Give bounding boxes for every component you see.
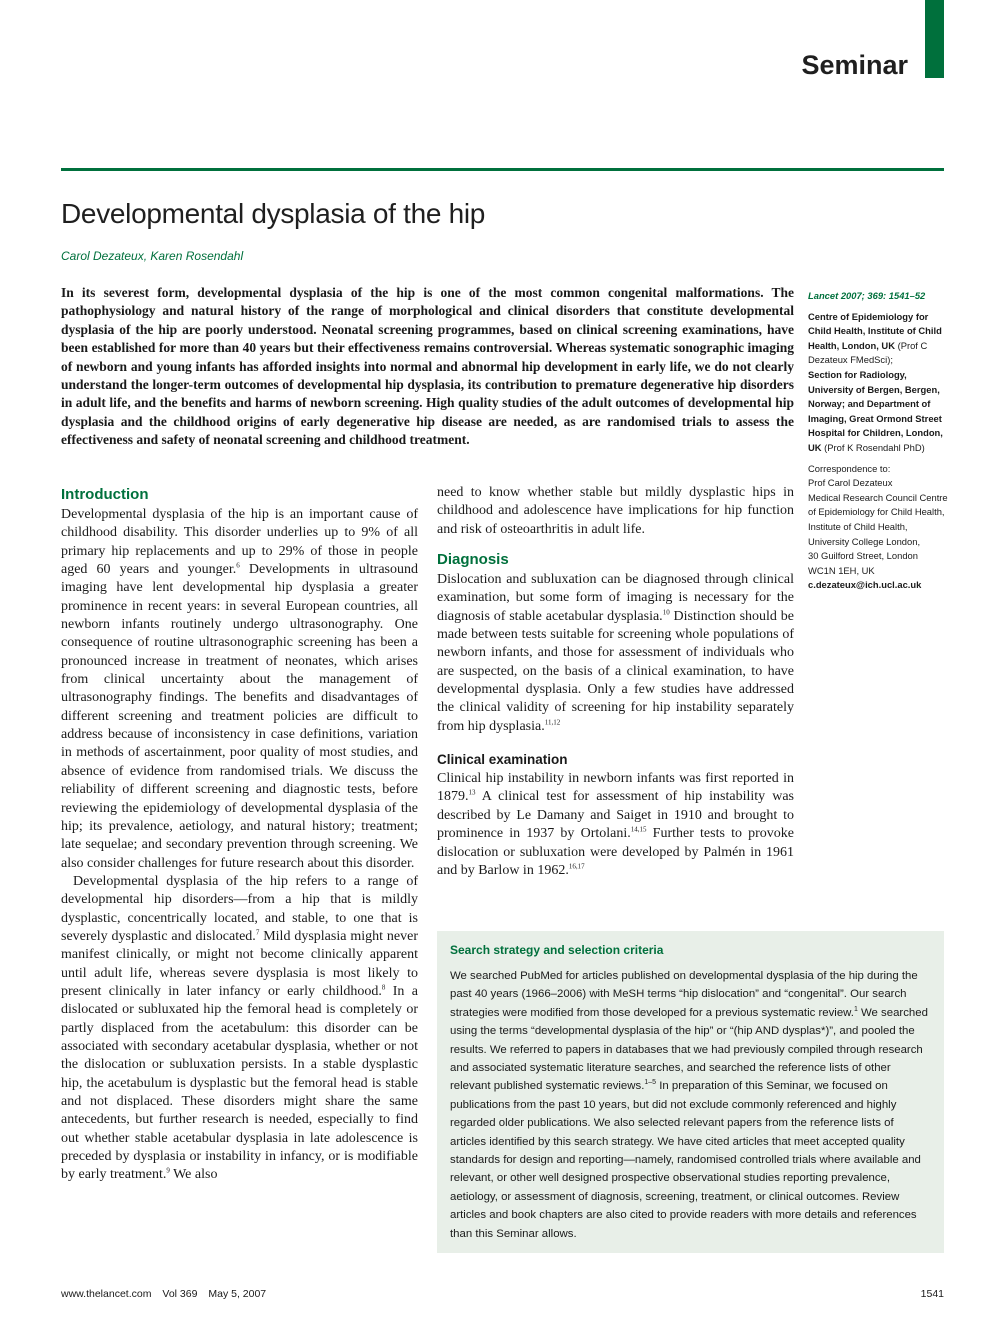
panel-body: We searched PubMed for articles published on developmental dysplasia of the hip during the past 40 years (1966–2006) with MeSH terms “hip dislocation” and “congenital”. Our search strategies were modified from those developed for a previous systematic review.$^1$ We searched using the terms “developmental dysplasia of the hip” or “(hip AND dysplas*)”, and pooled the results. We referred to papers in databases that we had previously compiled through research and associated systematic literature searches, and searched the reference lists of other relevant published systematic reviews.$^{1-5}$ In preparation of this Seminar, we focused on publications from the past 10 years, but did not exclude commonly referenced and highly regarded older publications. We also selected relevant papers from the reference lists of articles identified by this search strategy. We have cited articles that meet accepted quality standards for design and reporting—namely, randomised controlled trials where available and relevant, or other well designed prospective observational studies reporting prevalence, aetiology, or assessment of diagnosis, screening, treatment, or clinical outcomes. Review articles and book chapters are also cited to provide readers with more details and references than this Seminar allows. — [450, 970, 928, 1240]
clinical-examination-heading: Clinical examination — [437, 752, 568, 768]
article-sidebar — [808, 289, 948, 593]
issue-date: May 5, 2007 — [208, 1288, 267, 1300]
search-strategy-panel — [437, 931, 944, 1253]
intro-continuation: need to know whether stable but mildly dysplastic hips in childhood and adolescence have implications for hip function and risk of osteoarthritis in adult life. — [437, 485, 794, 537]
reference-superscript: 8 — [381, 983, 386, 992]
intro-paragraph-1: Developmental dysplasia of the hip is an important cause of childhood disability. This disorder underlies up to 9% of all primary hip replacements and up to 29% of those in people aged 60 years and younger.$^6$ Developments in ultrasound imaging have lent developmental hip dysplasia a greater prominence in recent years: in several European countries, all newborn infants routinely undergo ultrasonography. One consequence of routine ultrasonographic screening has been a pronounced increase in treatment of neonates, which arises from clinical uncertainty about the management of ultrasonography findings. The benefits and disadvantages of different screening and treatment policies are difficult to address because of inconsistency in case definitions, variation in methods of ascertainment, poor quality of most studies, and absence of evidence from randomised trials. We discuss the reliability of different screening and diagnostic tests, before reviewing the epidemiology of developmental dysplasia of the hip; its prevalence, aetiology, and natural history; treatment; late sequelae; and secondary prevention through screening. We also consider challenges for future research about this disorder. — [61, 507, 418, 871]
affiliation-2: Section for Radiology, University of Bergen, Bergen, Norway; and Department of Imaging, Great Ormond Street Hospital for Children, London, UK (Prof K Rosendahl PhD) — [808, 368, 943, 453]
right-column — [437, 484, 794, 880]
correspondence-email[interactable]: c.dezateux@ich.ucl.ac.uk — [808, 579, 922, 591]
reference-superscript: 13 — [468, 788, 476, 797]
correspondence-address-line: WC1N 1EH, UK — [808, 564, 875, 576]
correspondence-address-line: Institute of Child Health, — [808, 520, 908, 532]
introduction-heading: Introduction — [61, 486, 149, 503]
correspondence-address-line: 30 Guilford Street, London — [808, 550, 918, 562]
correspondence-label: Correspondence to: — [808, 462, 891, 474]
reference-superscript: 11,12 — [544, 718, 561, 727]
correspondence-address-line: Medical Research Council Centre of Epidemiology for Child Health, — [808, 491, 948, 518]
article-authors: Carol Dezateux, Karen Rosendahl — [61, 249, 244, 263]
reference-superscript: 14,15 — [630, 825, 647, 834]
section-accent-bar — [925, 0, 944, 78]
reference-superscript: 1 — [853, 1006, 858, 1014]
reference-superscript: 7 — [255, 928, 260, 937]
correspondence-address-line: University College London, — [808, 535, 921, 547]
reference-superscript: 1–5 — [644, 1079, 657, 1087]
panel-title: Search strategy and selection criteria — [450, 943, 664, 957]
reference-superscript: 6 — [236, 561, 240, 570]
reference-superscript: 9 — [166, 1166, 170, 1175]
page-footer — [61, 1288, 944, 1300]
intro-paragraph-2: Developmental dysplasia of the hip refers to a range of developmental hip disorders—from a hip that is mildly dysplastic, concentrically located, and stable, to one that is severely dysplastic and dislocated.$^7$ Mild dysplasia might never manifest clinically, or might not become clinically apparent until adult life, whereas severe dysplasia is most likely to present clinically in later infancy or early childhood.$^8$ In a dislocated or subluxated hip the femoral head is completely or partly displaced from the acetabulum: this disorder can be associated with secondary acetabular dysplasia, whether or not the dislocation or subluxation persists. In a stable dysplastic hip, the acetabulum is dysplastic but the femoral head is stable and not displaced. These disorders might share the same antecedents, but further research is needed, especially to find out whether stable acetabular dysplasia in late adolescence is preceded by dysplasia or instability in infancy, or is modifiable by early treatment.$^9$ We also — [61, 873, 419, 1183]
diagnosis-paragraph-2: Clinical hip instability in newborn infants was first reported in 1879.13 A clinical test for assessment of hip instability was described by Le Damany and Saiget in 1910 and brought to prominence in 1937 by Ortolani.$^{14,15}$ Further tests to provoke dislocation or subluxation were developed by Palmén in 1961 and by Barlow in 1962.$^{16,17}$ — [437, 771, 794, 878]
page-number: 1541 — [920, 1288, 944, 1300]
article-abstract: In its severest form, developmental dysplasia of the hip is one of the most common congenital malformations. The pathophysiology and natural history of the range of morphological and clinical disorders that constitute developmental dysplasia of the hip are poorly understood. Neonatal screening programmes, based on clinical screening examinations, have been established for more than 40 years but their effectiveness remains controversial. Whereas systematic sonographic imaging of newborn and young infants has afforded insights into normal and abnormal hip development in early life, we do not clearly understand the longer-term outcomes of developmental hip dysplasia, its contribution to premature degenerative hip disorders in adult life, and the benefits and harms of newborn screening. High quality studies of the adult outcomes of developmental hip dysplasia and the childhood origins of early degenerative hip disease are needed, as are randomised trials to assess the effectiveness and safety of neonatal screening and childhood treatment. — [61, 285, 794, 448]
journal-volume: Vol 369 — [162, 1288, 198, 1300]
title-divider — [61, 168, 944, 171]
correspondence-name: Prof Carol Dezateux — [808, 477, 893, 489]
reference-superscript: 16,17 — [568, 862, 585, 871]
affiliation-1: Centre of Epidemiology for Child Health, Institute of Child Health, London, UK (Prof C Dezateux FMedSci); — [808, 310, 942, 366]
citation: Lancet 2007; 369: 1541–52 — [808, 290, 926, 301]
diagnosis-paragraph-1: Dislocation and subluxation can be diagnosed through clinical examination, but some form of imaging is necessary for the diagnosis of stable acetabular dysplasia.$^{10}$ Distinction should be made between tests suitable for screening whole populations of newborn infants, and those for assessment of individuals who are suspected, on the basis of a clinical examination, to have developmental dysplasia. Only a few studies have addressed the clinical validity of screening for hip instability separately from hip dysplasia.$^{11,12}$ — [437, 572, 794, 734]
left-column — [61, 484, 418, 1185]
journal-url[interactable]: www.thelancet.com — [61, 1288, 152, 1300]
section-label: Seminar — [801, 50, 908, 80]
reference-superscript: 10 — [662, 608, 670, 617]
article-title: Developmental dysplasia of the hip — [61, 198, 486, 229]
diagnosis-heading: Diagnosis — [437, 551, 509, 569]
